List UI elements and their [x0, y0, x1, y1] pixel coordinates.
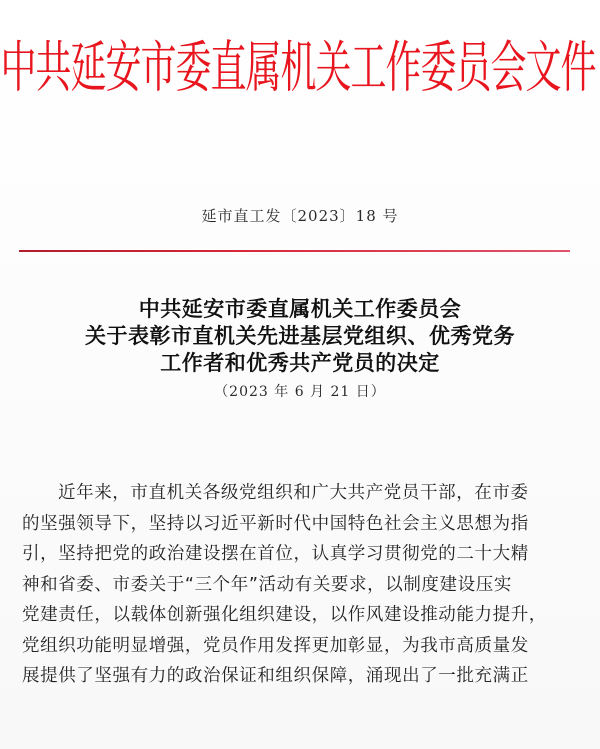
- body-line: 近年来，市直机关各级党组织和广大共产党员干部，在市委: [58, 483, 529, 503]
- document-number: 延市直工发〔2023〕18 号: [201, 207, 399, 225]
- title-line: 工作者和优秀共产党员的决定: [160, 350, 440, 375]
- body-line: 党建责任，以载体创新强化组织建设，以作风建设推动能力提升，: [22, 605, 547, 625]
- red-divider-line: [19, 250, 570, 252]
- body-line: 引，坚持把党的政治建设摆在首位，认真学习贯彻党的二十大精: [22, 544, 529, 564]
- body-line: 党组织功能明显增强，党员作用发挥更加彰显，为我市高质量发: [22, 635, 529, 656]
- body-line: 的坚强领导下，坚持以习近平新时代中国特色社会主义思想为指: [22, 513, 529, 534]
- body-line: 展提供了坚强有力的政治保证和组织保障，涌现出了一批充满正: [22, 666, 529, 686]
- body-line: 神和省委、市委关于“三个年”活动有关要求，以制度建设压实: [22, 574, 512, 595]
- document-date: （2023 年 6 月 21 日）: [214, 384, 386, 400]
- document-body: [22, 478, 582, 692]
- title-line: 关于表彰市直机关先进基层党组织、优秀党务: [85, 323, 515, 348]
- document-masthead: 中共延安市委直属机关工作委员会文件: [0, 35, 596, 100]
- document-title: [0, 295, 600, 401]
- title-line: 中共延安市委直属机关工作委员会: [138, 296, 462, 321]
